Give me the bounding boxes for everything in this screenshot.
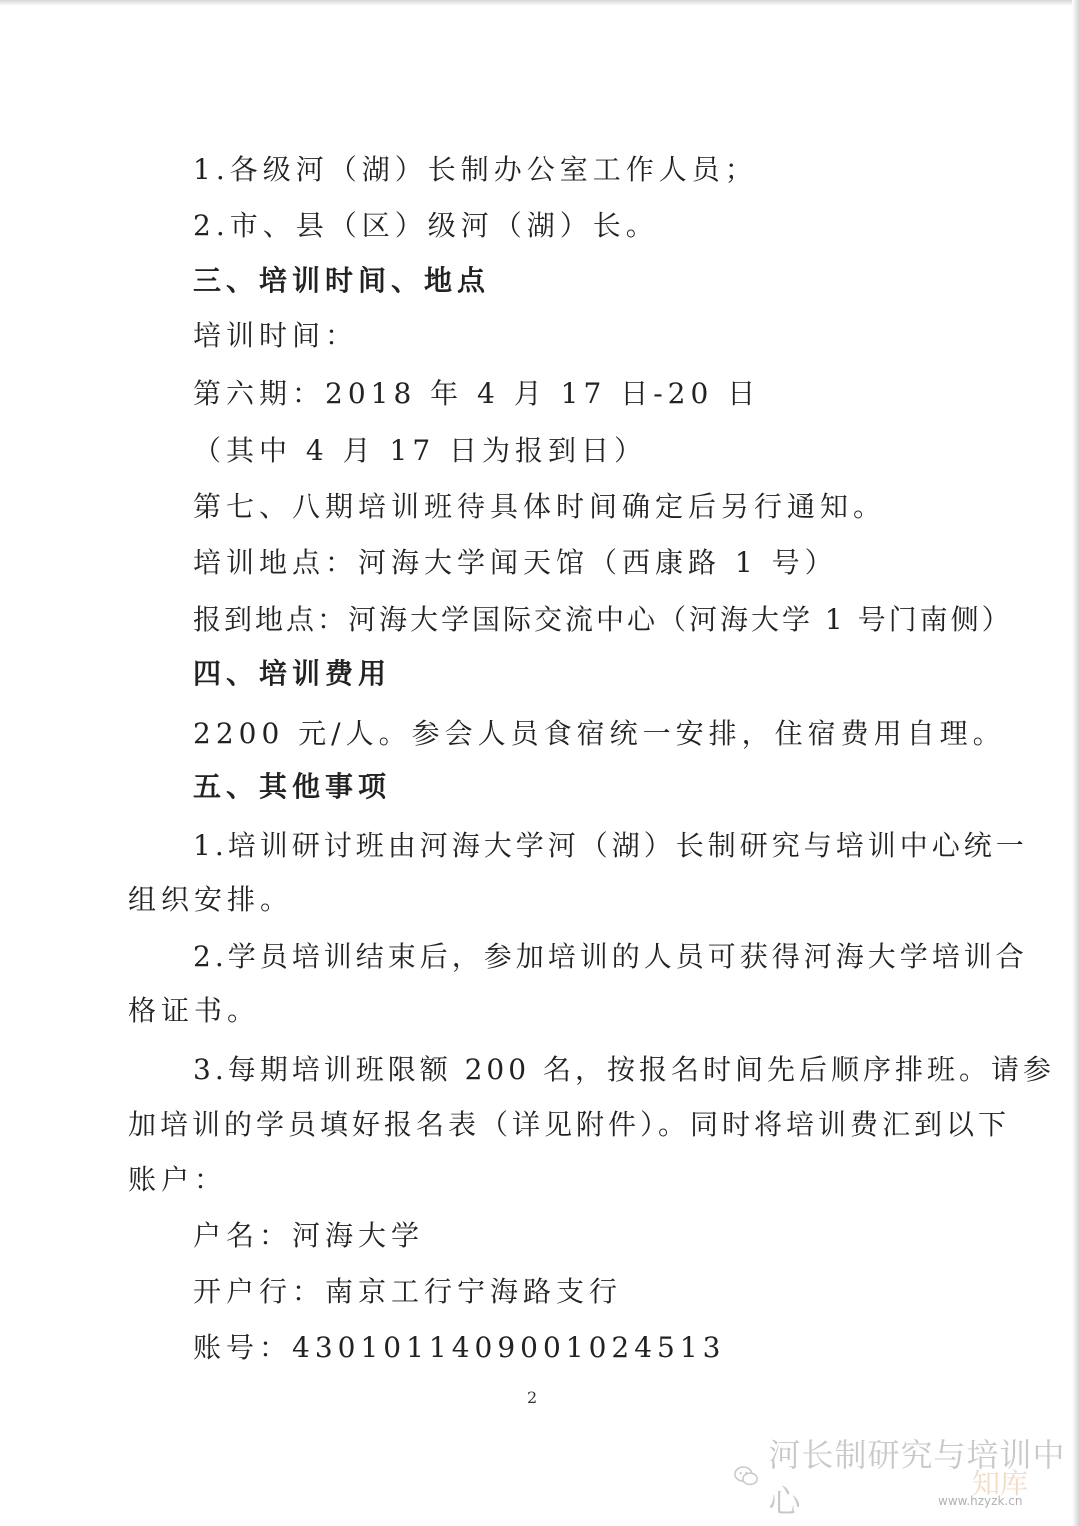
text-line: 2.学员培训结束后，参加培训的人员可获得河海大学培训合 <box>193 940 1028 973</box>
text-line: 1.各级河（湖）长制办公室工作人员； <box>193 153 758 186</box>
text-line: 组织安排。 <box>128 883 294 916</box>
text-line: 第七、八期培训班待具体时间确定后另行通知。 <box>193 490 887 523</box>
text-line: 2200 元/人。参会人员食宿统一安排，住宿费用自理。 <box>193 717 1006 750</box>
text-line: 户名：河海大学 <box>193 1219 425 1252</box>
text-line: 1.培训研讨班由河海大学河（湖）长制研究与培训中心统一 <box>193 829 1028 862</box>
scan-edge-top <box>0 0 1080 6</box>
watermark-logo: 知库 <box>972 1467 1029 1500</box>
text-line: （其中 4 月 17 日为报到日） <box>193 434 648 467</box>
text-line: 格证书。 <box>128 994 261 1027</box>
wechat-icon <box>734 1465 759 1487</box>
text-line: 2.市、县（区）级河（湖）长。 <box>193 209 659 242</box>
text-line: 第六期：2018 年 4 月 17 日-20 日 <box>193 377 761 410</box>
text-line: 培训时间： <box>193 319 359 352</box>
text-line: 账号：43010114090010245​13 <box>193 1331 726 1364</box>
scan-edge-right <box>1072 0 1080 1526</box>
section-heading: 四、培训费用 <box>193 657 392 690</box>
text-line: 培训地点：河海大学闻天馆（西康路 1 号） <box>193 546 838 579</box>
watermark-url: www.hzyzk.cn <box>938 1494 1023 1508</box>
page-number: 2 <box>527 1388 538 1407</box>
watermark-text: 河长制研究与培训中心 <box>768 1436 1066 1520</box>
text-line: 加培训的学员填好报名表（详见附件）。同时将培训费汇到以下 <box>128 1108 1011 1141</box>
section-heading: 三、培训时间、地点 <box>193 264 491 297</box>
text-line: 3.每期培训班限额 200 名，按报名时间先后顺序排班。请参 <box>193 1053 1055 1086</box>
text-line: 账户： <box>128 1163 228 1196</box>
section-heading: 五、其他事项 <box>193 770 392 803</box>
text-line: 开户行：南京工行宁海路支行 <box>193 1275 623 1308</box>
text-line: 报到地点：河海大学国际交流中心（河海大学 1 号门南侧） <box>193 603 1013 636</box>
